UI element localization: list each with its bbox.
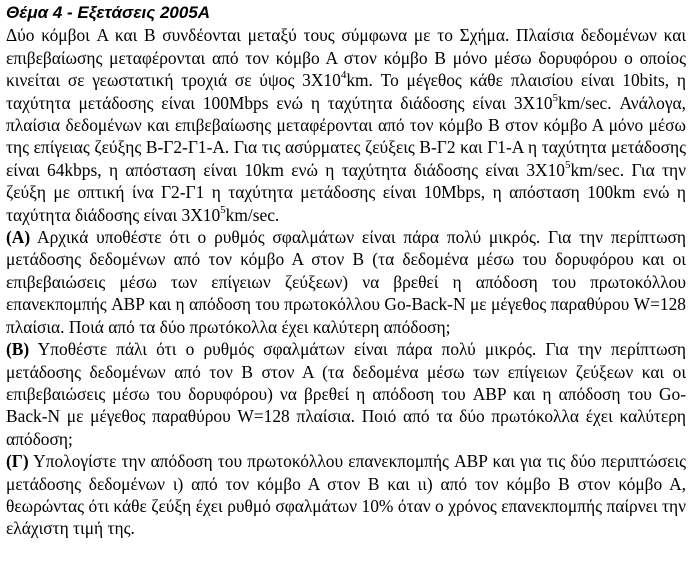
question-b [6, 338, 686, 450]
question-c-label: (Γ) [6, 451, 29, 472]
document-title: Θέμα 4 - Εξετάσεις 2005Α [6, 3, 211, 22]
intro-text-part-1: Δύο κόμβοι A και B συνδέονται μεταξύ τους σύμφωνα με το Σχήμα. Πλαίσια δεδομένων και επιβεβαίωσης μεταφέρονται από τον κόμβο Α στον κόμβο Β μόνο μέσω δορυφόρου ο οποίος κινείται σε γεωστατική τροχιά σε ύψος 3X10 [6, 25, 686, 91]
question-a-text: Αρχικά υποθέστε ότι ο ρυθμός σφαλμάτων είναι πάρα πολύ μικρός. Για την περίπτωση μετάδοσης δεδομένων από τον κόμβο Α στον Β (τα δεδομένα μέσω του δορυφόρου και οι επιβεβαιώσεις μέσω των επίγειων ζεύξεων) να βρεθεί η απόδοση του πρωτοκόλλου επανεκπομπής ABP και η απόδοση του πρωτοκόλλου Go-Back-N με μέγεθος παραθύρου W=128 πλαίσια. Ποιά από τα δύο πρωτόκολλα έχει καλύτερη απόδοση; [6, 227, 686, 337]
exponent-4: 5 [220, 203, 226, 216]
intro-text-part-3: km/sec. Ανάλογα, πλαίσια δεδομένων και επιβεβαίωσης μεταφέρονται από τον κόμβο Β στον κόμβο Α μόνο μέσω της επίγειας ζεύξης Β-Γ2-Γ1-Α. Για τις ασύρματες ζεύξεις Β-Γ2 και Γ1-Α η ταχύτητα μετάδοσης είναι 64kbps, η απόσταση είναι 10km ενώ η ταχύτητα διάδοσης είναι 3X10 [6, 92, 686, 180]
question-c-text: Υπολογίστε την απόδοση του πρωτοκόλλου επανεκπομπής ABP και για τις δύο περιπτώσεις μετάδοσης δεδομένων ι) από τον κόμβο Α στον Β και ιι) από τον κόμβο Β στον κόμβο Α, θεωρώντας ότι κάθε ζεύξη έχει ρυθμό σφαλμάτων 10% όταν ο χρόνος επανεκπομπής παίρνει την ελάχιστη τιμή της. [6, 451, 686, 539]
question-b-label: (Β) [6, 339, 30, 360]
intro-text-part-4: km/sec. Για την ζεύξη με οπτική ίνα Γ2-Γ1 η ταχύτητα μετάδοσης είναι 10Mbps, η απόσταση 100km ενώ η ταχύτητα διάδοσης είναι 3X10 [6, 159, 686, 225]
exponent-3: 5 [564, 159, 571, 172]
exponent-1: 4 [340, 69, 347, 82]
intro-text-part-2: km. Το μέγεθος κάθε πλαισίου είναι 10bits, η ταχύτητα μετάδοσης είναι 100Mbps ενώ η ταχύτητα διάδοσης είναι 3X10 [6, 70, 686, 113]
exam-document [6, 2, 686, 540]
exponent-2: 5 [552, 91, 559, 104]
question-c [6, 450, 686, 540]
question-a-label: (Α) [6, 227, 31, 248]
question-b-text: Υποθέστε πάλι ότι ο ρυθμός σφαλμάτων είναι πάρα πολύ μικρός. Για την περίπτωση μετάδοσης δεδομένων από τον Β στον Α (τα δεδομένα μέσω των επίγειων ζεύξεων και οι επιβεβαιώσεις μέσω του δορυφόρου) να βρεθεί η απόδοση του ABP και η απόδοση του Go-Back-N με μέγεθος παραθύρου W=128 πλαίσια. Ποιό από τα δύο πρωτόκολλα έχει καλύτερη απόδοση; [6, 339, 686, 449]
intro-text-part-5: km/sec. [225, 204, 280, 225]
intro-paragraph [6, 24, 686, 226]
question-a [6, 226, 686, 338]
